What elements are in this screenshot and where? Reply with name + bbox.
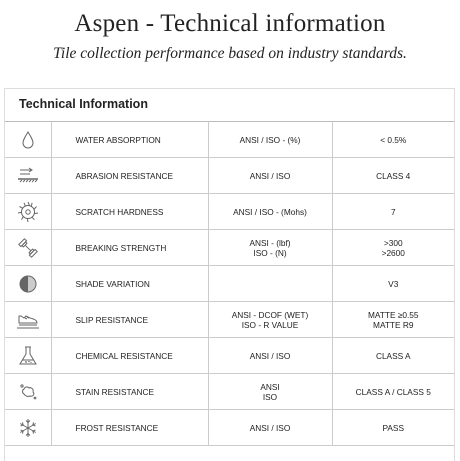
table-row	[5, 302, 454, 338]
property-standard: ANSI / ISO	[208, 410, 332, 446]
saw-blade-icon	[16, 200, 40, 224]
abrasion-icon	[15, 165, 41, 187]
table-row	[5, 158, 454, 194]
table-row	[5, 230, 454, 266]
property-name: ABRASION RESISTANCE	[51, 158, 208, 194]
table-row	[5, 266, 454, 302]
property-standard	[208, 266, 332, 302]
property-value: V3	[332, 266, 454, 302]
table-row	[5, 374, 454, 410]
property-name: BREAKING STRENGTH	[51, 230, 208, 266]
property-value: >300 >2600	[332, 230, 454, 266]
property-name: STAIN RESISTANCE	[51, 374, 208, 410]
property-standard: ANSI / ISO	[208, 338, 332, 374]
property-value: PASS	[332, 410, 454, 446]
dumbbell-icon	[16, 236, 40, 260]
property-name: SCRATCH HARDNESS	[51, 194, 208, 230]
property-standard: ANSI - (lbf) ISO - (N)	[208, 230, 332, 266]
page-title: Aspen - Technical information	[74, 10, 386, 37]
table-row	[5, 410, 454, 446]
table-title: Technical Information	[19, 97, 148, 111]
table-row	[5, 122, 454, 158]
half-circle-icon	[17, 273, 39, 295]
table-row	[5, 338, 454, 374]
property-standard: ANSI / ISO	[208, 158, 332, 194]
snowflake-icon	[16, 416, 40, 440]
property-value: CLASS 4	[332, 158, 454, 194]
property-name: SHADE VARIATION	[51, 266, 208, 302]
table-row	[5, 194, 454, 230]
water-drop-icon	[17, 129, 39, 151]
property-value: MATTE ≥0.55 MATTE R9	[332, 302, 454, 338]
property-standard: ANSI ISO	[208, 374, 332, 410]
property-name: SLIP RESISTANCE	[51, 302, 208, 338]
property-name: WATER ABSORPTION	[51, 122, 208, 158]
property-standard: ANSI - DCOF (WET) ISO - R VALUE	[208, 302, 332, 338]
shoe-icon	[14, 309, 42, 331]
page-subtitle: Tile collection performance based on industry standards.	[53, 45, 407, 62]
flask-icon	[16, 344, 40, 368]
property-value: 7	[332, 194, 454, 230]
technical-info-card	[4, 88, 455, 461]
property-value: CLASS A	[332, 338, 454, 374]
property-standard: ANSI / ISO - (Mohs)	[208, 194, 332, 230]
property-name: FROST RESISTANCE	[51, 410, 208, 446]
property-name: CHEMICAL RESISTANCE	[51, 338, 208, 374]
stain-icon	[16, 380, 40, 404]
property-standard: ANSI / ISO - (%)	[208, 122, 332, 158]
technical-info-table	[5, 121, 454, 446]
property-value: < 0.5%	[332, 122, 454, 158]
property-value: CLASS A / CLASS 5	[332, 374, 454, 410]
